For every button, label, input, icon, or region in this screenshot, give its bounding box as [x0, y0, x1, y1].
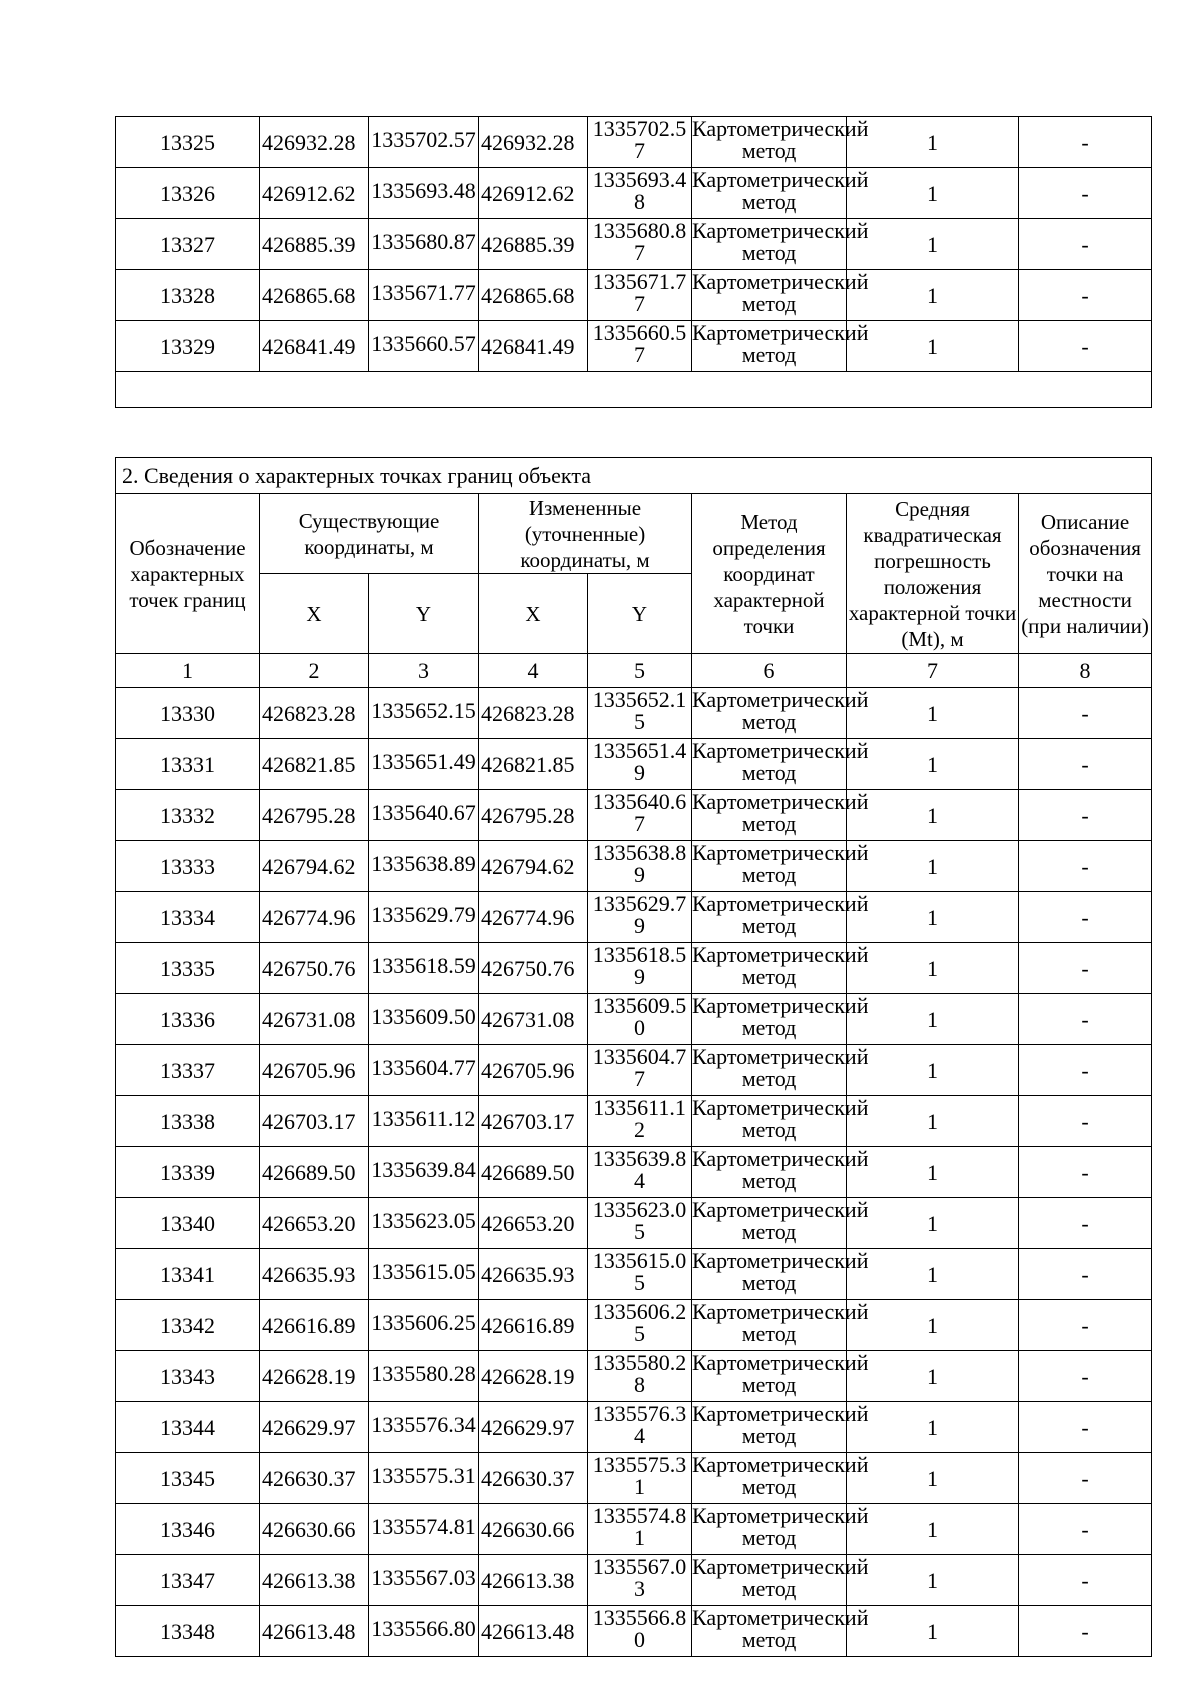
- point-id: 13347: [116, 1555, 260, 1606]
- method-cell: Картометрический метод: [692, 1248, 869, 1295]
- table-row: [116, 1402, 1152, 1453]
- existing-x: 426703.17: [260, 1096, 369, 1147]
- existing-y: 1335629.79: [371, 902, 476, 927]
- existing-y: 1335660.57: [371, 331, 476, 356]
- changed-x: 426795.28: [479, 790, 588, 841]
- description-cell: -: [1019, 943, 1152, 994]
- changed-y: 1335638.89: [592, 840, 687, 887]
- existing-x: 426613.48: [260, 1606, 369, 1657]
- changed-y: 1335576.34: [592, 1401, 687, 1448]
- col-number: 1: [116, 654, 260, 688]
- description-cell: -: [1019, 1198, 1152, 1249]
- changed-x: 426705.96: [479, 1045, 588, 1096]
- point-id: 13343: [116, 1351, 260, 1402]
- description-cell: -: [1019, 892, 1152, 943]
- boundary-points-table: [115, 457, 1152, 1657]
- table-row: [116, 1351, 1152, 1402]
- description-cell: -: [1019, 841, 1152, 892]
- description-cell: -: [1019, 321, 1152, 372]
- changed-x: 426628.19: [479, 1351, 588, 1402]
- mt-cell: 1: [847, 1555, 1019, 1606]
- col-number: 3: [369, 654, 479, 688]
- table-row: [116, 790, 1152, 841]
- description-cell: -: [1019, 168, 1152, 219]
- method-cell: Картометрический метод: [692, 167, 869, 214]
- mt-cell: 1: [847, 117, 1019, 168]
- column-numbers-row: [116, 654, 1152, 688]
- description-cell: -: [1019, 270, 1152, 321]
- existing-x: 426774.96: [260, 892, 369, 943]
- changed-x: 426885.39: [479, 219, 588, 270]
- header-designation: Обозначение характерных точек границ: [116, 494, 260, 654]
- method-cell: Картометрический метод: [692, 687, 869, 734]
- description-cell: -: [1019, 790, 1152, 841]
- existing-y: 1335651.49: [371, 749, 476, 774]
- existing-x: 426689.50: [260, 1147, 369, 1198]
- existing-x: 426653.20: [260, 1198, 369, 1249]
- header-method: Метод определения координат характерной точки: [692, 494, 847, 654]
- description-cell: -: [1019, 117, 1152, 168]
- point-id: 13329: [116, 321, 260, 372]
- point-id: 13341: [116, 1249, 260, 1300]
- table-row: [116, 739, 1152, 790]
- changed-x: 426865.68: [479, 270, 588, 321]
- existing-x: 426794.62: [260, 841, 369, 892]
- changed-x: 426613.48: [479, 1606, 588, 1657]
- point-id: 13346: [116, 1504, 260, 1555]
- description-cell: -: [1019, 1045, 1152, 1096]
- changed-x: 426629.97: [479, 1402, 588, 1453]
- changed-y: 1335652.15: [592, 687, 687, 734]
- points-table-continuation: [115, 116, 1152, 408]
- point-id: 13327: [116, 219, 260, 270]
- method-cell: Картометрический метод: [692, 1401, 869, 1448]
- table-row: [116, 1147, 1152, 1198]
- point-id: 13331: [116, 739, 260, 790]
- point-id: 13336: [116, 994, 260, 1045]
- description-cell: -: [1019, 1453, 1152, 1504]
- existing-x: 426885.39: [260, 219, 369, 270]
- method-cell: Картометрический метод: [692, 1146, 869, 1193]
- existing-y: 1335574.81: [371, 1514, 476, 1539]
- existing-x: 426630.66: [260, 1504, 369, 1555]
- existing-x: 426932.28: [260, 117, 369, 168]
- mt-cell: 1: [847, 943, 1019, 994]
- header-changed-coords: Измененные (уточненные) координаты, м: [479, 494, 692, 574]
- mt-cell: 1: [847, 1147, 1019, 1198]
- changed-y: 1335629.79: [592, 891, 687, 938]
- existing-y: 1335615.05: [371, 1259, 476, 1284]
- changed-y: 1335615.05: [592, 1248, 687, 1295]
- description-cell: -: [1019, 739, 1152, 790]
- point-id: 13325: [116, 117, 260, 168]
- table-row: [116, 321, 1152, 372]
- changed-y: 1335580.28: [592, 1350, 687, 1397]
- mt-cell: 1: [847, 1453, 1019, 1504]
- existing-x: 426616.89: [260, 1300, 369, 1351]
- changed-y: 1335680.87: [592, 218, 687, 265]
- changed-y: 1335567.03: [592, 1554, 687, 1601]
- point-id: 13328: [116, 270, 260, 321]
- description-cell: -: [1019, 1147, 1152, 1198]
- changed-x: 426630.37: [479, 1453, 588, 1504]
- changed-x: 426630.66: [479, 1504, 588, 1555]
- method-cell: Картометрический метод: [692, 1554, 869, 1601]
- mt-cell: 1: [847, 841, 1019, 892]
- col-number: 5: [588, 654, 692, 688]
- changed-x: 426912.62: [479, 168, 588, 219]
- changed-x: 426635.93: [479, 1249, 588, 1300]
- mt-cell: 1: [847, 1249, 1019, 1300]
- changed-y: 1335575.31: [592, 1452, 687, 1499]
- mt-cell: 1: [847, 688, 1019, 739]
- point-id: 13332: [116, 790, 260, 841]
- description-cell: -: [1019, 1402, 1152, 1453]
- table-row: [116, 168, 1152, 219]
- point-id: 13348: [116, 1606, 260, 1657]
- point-id: 13335: [116, 943, 260, 994]
- existing-y: 1335575.31: [371, 1463, 476, 1488]
- existing-x: 426629.97: [260, 1402, 369, 1453]
- mt-cell: 1: [847, 1402, 1019, 1453]
- table-row: [116, 1045, 1152, 1096]
- method-cell: Картометрический метод: [692, 942, 869, 989]
- method-cell: Картометрический метод: [692, 320, 869, 367]
- changed-x: 426823.28: [479, 688, 588, 739]
- header-description: Описание обозначения точки на местности (при наличии): [1019, 494, 1152, 654]
- mt-cell: 1: [847, 1606, 1019, 1657]
- table-row: [116, 943, 1152, 994]
- existing-y: 1335609.50: [371, 1004, 476, 1029]
- existing-y: 1335638.89: [371, 851, 476, 876]
- method-cell: Картометрический метод: [692, 1452, 869, 1499]
- changed-y: 1335702.57: [592, 116, 687, 163]
- existing-x: 426841.49: [260, 321, 369, 372]
- changed-x: 426689.50: [479, 1147, 588, 1198]
- existing-x: 426628.19: [260, 1351, 369, 1402]
- table-row: [116, 270, 1152, 321]
- table-row: [116, 1504, 1152, 1555]
- table-row: [116, 117, 1152, 168]
- table-row: [116, 688, 1152, 739]
- table-row: [116, 1249, 1152, 1300]
- header-existing-coords: Существующие координаты, м: [260, 494, 479, 574]
- method-cell: Картометрический метод: [692, 1350, 869, 1397]
- method-cell: Картометрический метод: [692, 218, 869, 265]
- changed-x: 426731.08: [479, 994, 588, 1045]
- method-cell: Картометрический метод: [692, 1299, 869, 1346]
- existing-y: 1335639.84: [371, 1157, 476, 1182]
- description-cell: -: [1019, 1504, 1152, 1555]
- empty-row: [116, 372, 1152, 408]
- changed-y: 1335566.80: [592, 1605, 687, 1652]
- existing-x: 426630.37: [260, 1453, 369, 1504]
- table-row: [116, 1453, 1152, 1504]
- table-row: [116, 841, 1152, 892]
- col-number: 6: [692, 654, 847, 688]
- point-id: 13330: [116, 688, 260, 739]
- point-id: 13326: [116, 168, 260, 219]
- mt-cell: 1: [847, 892, 1019, 943]
- method-cell: Картометрический метод: [692, 993, 869, 1040]
- existing-y: 1335618.59: [371, 953, 476, 978]
- header-x-changed: X: [479, 574, 588, 654]
- existing-y: 1335611.12: [371, 1106, 476, 1131]
- description-cell: -: [1019, 1351, 1152, 1402]
- changed-y: 1335660.57: [592, 320, 687, 367]
- existing-x: 426823.28: [260, 688, 369, 739]
- mt-cell: 1: [847, 790, 1019, 841]
- table-row: [116, 219, 1152, 270]
- changed-x: 426774.96: [479, 892, 588, 943]
- changed-y: 1335671.77: [592, 269, 687, 316]
- description-cell: -: [1019, 688, 1152, 739]
- point-id: 13333: [116, 841, 260, 892]
- changed-y: 1335604.77: [592, 1044, 687, 1091]
- mt-cell: 1: [847, 1300, 1019, 1351]
- existing-y: 1335652.15: [371, 698, 476, 723]
- table-row: [116, 1198, 1152, 1249]
- table-row: [116, 1555, 1152, 1606]
- changed-x: 426821.85: [479, 739, 588, 790]
- table-row: [116, 1606, 1152, 1657]
- point-id: 13337: [116, 1045, 260, 1096]
- existing-y: 1335671.77: [371, 280, 476, 305]
- existing-y: 1335606.25: [371, 1310, 476, 1335]
- point-id: 13334: [116, 892, 260, 943]
- existing-x: 426705.96: [260, 1045, 369, 1096]
- changed-x: 426794.62: [479, 841, 588, 892]
- header-y-changed: Y: [588, 574, 692, 654]
- changed-y: 1335651.49: [592, 738, 687, 785]
- mt-cell: 1: [847, 1096, 1019, 1147]
- table-row: [116, 1096, 1152, 1147]
- existing-y: 1335623.05: [371, 1208, 476, 1233]
- mt-cell: 1: [847, 994, 1019, 1045]
- method-cell: Картометрический метод: [692, 1197, 869, 1244]
- existing-x: 426731.08: [260, 994, 369, 1045]
- method-cell: Картометрический метод: [692, 116, 869, 163]
- table-row: [116, 892, 1152, 943]
- description-cell: -: [1019, 1555, 1152, 1606]
- existing-y: 1335640.67: [371, 800, 476, 825]
- changed-y: 1335611.12: [593, 1095, 686, 1142]
- table-row: [116, 994, 1152, 1045]
- existing-y: 1335576.34: [371, 1412, 476, 1437]
- description-cell: -: [1019, 994, 1152, 1045]
- changed-y: 1335640.67: [592, 789, 687, 836]
- header-mt: Средняя квадратическая погрешность положения характерной точки (Mt), м: [847, 494, 1019, 654]
- section-title: 2. Сведения о характерных точках границ объекта: [116, 458, 1152, 494]
- col-number: 2: [260, 654, 369, 688]
- method-cell: Картометрический метод: [692, 1503, 869, 1550]
- mt-cell: 1: [847, 739, 1019, 790]
- mt-cell: 1: [847, 1351, 1019, 1402]
- mt-cell: 1: [847, 168, 1019, 219]
- changed-x: 426613.38: [479, 1555, 588, 1606]
- mt-cell: 1: [847, 1504, 1019, 1555]
- existing-y: 1335604.77: [371, 1055, 476, 1080]
- mt-cell: 1: [847, 1198, 1019, 1249]
- method-cell: Картометрический метод: [692, 269, 869, 316]
- changed-y: 1335609.50: [592, 993, 687, 1040]
- mt-cell: 1: [847, 270, 1019, 321]
- existing-x: 426912.62: [260, 168, 369, 219]
- point-id: 13340: [116, 1198, 260, 1249]
- existing-y: 1335680.87: [371, 229, 476, 254]
- method-cell: Картометрический метод: [692, 1095, 869, 1142]
- mt-cell: 1: [847, 321, 1019, 372]
- point-id: 13345: [116, 1453, 260, 1504]
- existing-x: 426750.76: [260, 943, 369, 994]
- method-cell: Картометрический метод: [692, 738, 869, 785]
- method-cell: Картометрический метод: [692, 789, 869, 836]
- existing-y: 1335702.57: [371, 127, 476, 152]
- changed-x: 426616.89: [479, 1300, 588, 1351]
- existing-y: 1335567.03: [371, 1565, 476, 1590]
- description-cell: -: [1019, 1300, 1152, 1351]
- col-number: 4: [479, 654, 588, 688]
- point-id: 13344: [116, 1402, 260, 1453]
- existing-y: 1335566.80: [371, 1616, 476, 1641]
- table-row: [116, 1300, 1152, 1351]
- method-cell: Картометрический метод: [692, 1044, 869, 1091]
- description-cell: -: [1019, 1249, 1152, 1300]
- method-cell: Картометрический метод: [692, 1605, 869, 1652]
- method-cell: Картометрический метод: [692, 840, 869, 887]
- header-y-existing: Y: [369, 574, 479, 654]
- point-id: 13342: [116, 1300, 260, 1351]
- col-number: 7: [847, 654, 1019, 688]
- changed-y: 1335639.84: [592, 1146, 687, 1193]
- description-cell: -: [1019, 1096, 1152, 1147]
- existing-y: 1335693.48: [371, 178, 476, 203]
- existing-y: 1335580.28: [371, 1361, 476, 1386]
- description-cell: -: [1019, 1606, 1152, 1657]
- existing-x: 426795.28: [260, 790, 369, 841]
- point-id: 13339: [116, 1147, 260, 1198]
- existing-x: 426865.68: [260, 270, 369, 321]
- mt-cell: 1: [847, 219, 1019, 270]
- description-cell: -: [1019, 219, 1152, 270]
- existing-x: 426613.38: [260, 1555, 369, 1606]
- changed-y: 1335618.59: [592, 942, 687, 989]
- changed-x: 426841.49: [479, 321, 588, 372]
- changed-x: 426932.28: [479, 117, 588, 168]
- mt-cell: 1: [847, 1045, 1019, 1096]
- changed-x: 426703.17: [479, 1096, 588, 1147]
- point-id: 13338: [116, 1096, 260, 1147]
- existing-x: 426635.93: [260, 1249, 369, 1300]
- changed-y: 1335606.25: [592, 1299, 687, 1346]
- changed-x: 426653.20: [479, 1198, 588, 1249]
- col-number: 8: [1019, 654, 1152, 688]
- method-cell: Картометрический метод: [692, 891, 869, 938]
- header-x-existing: X: [260, 574, 369, 654]
- existing-x: 426821.85: [260, 739, 369, 790]
- changed-y: 1335693.48: [592, 167, 687, 214]
- changed-y: 1335574.81: [592, 1503, 687, 1550]
- changed-x: 426750.76: [479, 943, 588, 994]
- changed-y: 1335623.05: [592, 1197, 687, 1244]
